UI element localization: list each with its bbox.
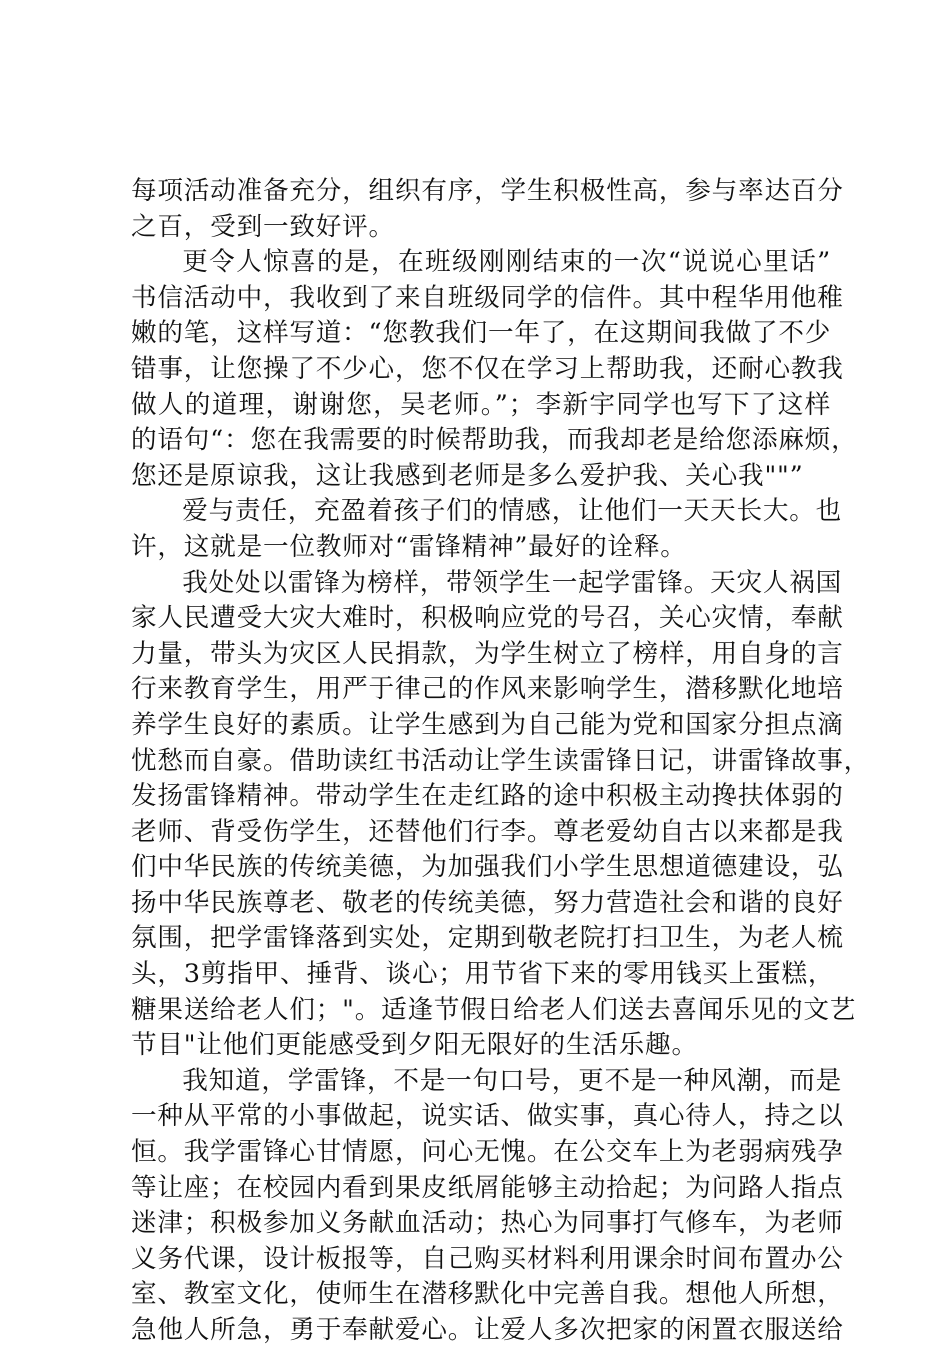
text-line: 节目"让他们更能感受到夕阳无限好的生活乐趣。: [131, 1030, 698, 1061]
text-line: 错事，让您操了不少心，您不仅在学习上帮助我，还耐心教我: [131, 353, 844, 384]
paragraph-first-line: 更令人惊喜的是，在班级刚刚结束的一次“说说心里话”: [182, 247, 831, 278]
text-line: 等让座；在校园内看到果皮纸屑能够主动拾起；为问路人指点: [131, 1172, 844, 1203]
text-line: 室、教室文化，使师生在潜移默化中完善自我。想他人所想，: [131, 1279, 844, 1310]
text-line: 做人的道理，谢谢您，吴老师。”；李新宇同学也写下了这样: [131, 389, 831, 420]
text-line: 发扬雷锋精神。带动学生在走红路的途中积极主动搀扶体弱的: [131, 781, 844, 812]
text-line: 家人民遭受大灾大难时，积极响应党的号召，关心灾情，奉献: [131, 603, 844, 634]
text-line: 您还是原谅我，这让我感到老师是多么爱护我、关心我""”: [131, 460, 804, 491]
text-line: 一种从平常的小事做起，说实话、做实事，真心待人，持之以: [131, 1101, 844, 1132]
text-line: 糖果送给老人们；"。适逢节假日给老人们送去喜闻乐见的文艺: [131, 994, 857, 1025]
text-line: 老师、背受伤学生，还替他们行李。尊老爱幼自古以来都是我: [131, 816, 844, 847]
document-body-text: [131, 174, 871, 1349]
text-line: 力量，带头为灾区人民捐款，为学生树立了榜样，用自身的言: [131, 638, 844, 669]
text-line: 忧愁而自豪。借助读红书活动让学生读雷锋日记，讲雷锋故事，: [131, 745, 871, 776]
text-line: 义务代课，设计板报等，自己购买材料利用课余时间布置办公: [131, 1243, 844, 1274]
text-line: 的语句“：您在我需要的时候帮助我，而我却老是给您添麻烦，: [131, 425, 858, 456]
text-line: 们中华民族的传统美德，为加强我们小学生思想道德建设，弘: [131, 852, 844, 883]
text-line: 每项活动准备充分，组织有序，学生积极性高，参与率达百分: [131, 176, 844, 206]
text-line: 书信活动中，我收到了来自班级同学的信件。其中程华用他稚: [131, 282, 844, 313]
text-line: 氛围，把学雷锋落到实处，定期到敬老院打扫卫生，为老人梳: [131, 923, 844, 954]
text-line: 急他人所急，勇于奉献爱心。让爱人多次把家的闲置衣服送给: [131, 1315, 844, 1345]
text-line: 迷津；积极参加义务献血活动；热心为同事打气修车，为老师: [131, 1208, 844, 1239]
paragraph-first-line: 爱与责任，充盈着孩子们的情感，让他们一天天长大。也: [182, 496, 843, 527]
text-line: 许，这就是一位教师对“雷锋精神”最好的诠释。: [131, 531, 687, 562]
text-line: 之百，受到一致好评。: [131, 211, 395, 242]
text-line: 养学生良好的素质。让学生感到为自己能为党和国家分担点滴: [131, 709, 844, 740]
text-line: 头，3剪指甲、捶背、谈心；用节省下来的零用钱买上蛋糕，: [131, 959, 835, 990]
paragraph-first-line: 我处处以雷锋为榜样，带领学生一起学雷锋。天灾人祸国: [182, 567, 843, 598]
text-line: 扬中华民族尊老、敬老的传统美德，努力营造社会和谐的良好: [131, 887, 844, 918]
text-line: 嫩的笔，这样写道：“您教我们一年了，在这期间我做了不少: [131, 318, 832, 349]
text-line: 行来教育学生，用严于律己的作风来影响学生，潜移默化地培: [131, 674, 844, 705]
text-line: 恒。我学雷锋心甘情愿，问心无愧。在公交车上为老弱病残孕: [131, 1137, 844, 1168]
paragraph-first-line: 我知道，学雷锋，不是一句口号，更不是一种风潮，而是: [182, 1065, 843, 1096]
